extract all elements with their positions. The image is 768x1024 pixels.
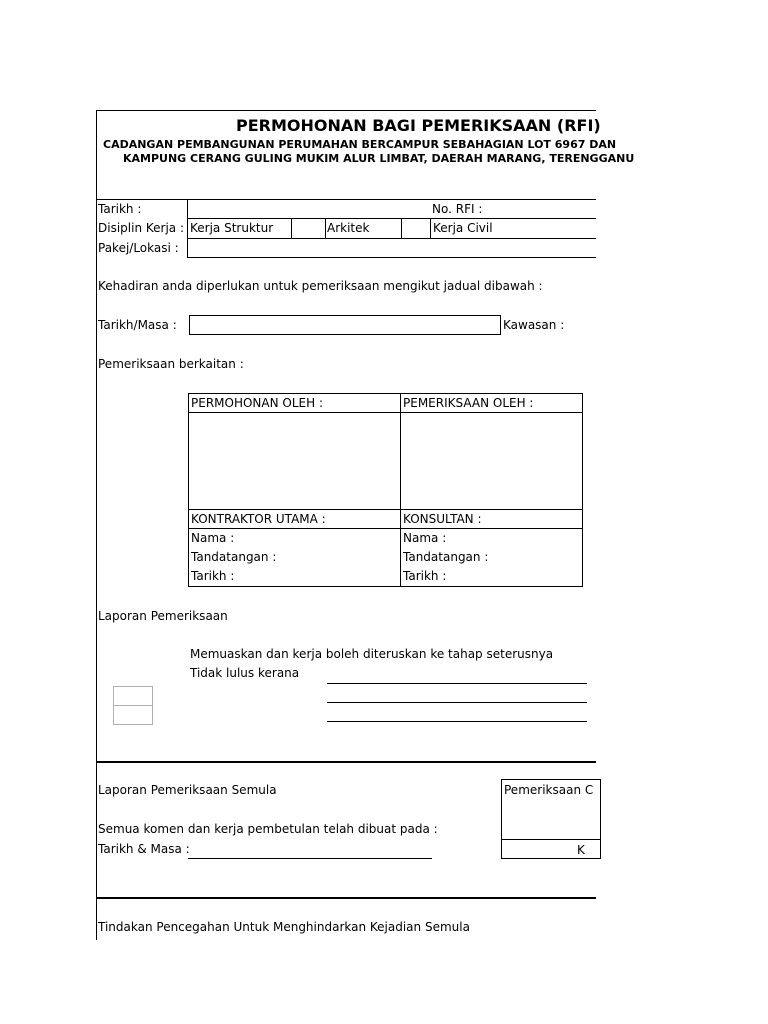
pemeriksaan-oleh-header: PEMERIKSAAN OLEH :: [403, 396, 534, 410]
signature-table-mid-line2: [188, 528, 583, 529]
konsultan-tandatangan-label: Tandatangan :: [403, 550, 489, 564]
berkaitan-label: Pemeriksaan berkaitan :: [98, 357, 244, 371]
permohonan-oleh-field[interactable]: [190, 414, 398, 508]
disiplin-label: Disiplin Kerja :: [98, 221, 184, 235]
pass-checkbox[interactable]: [113, 686, 153, 706]
info-grid-bottom: [187, 257, 596, 258]
tarikh-masa-label: Tarikh/Masa :: [98, 318, 177, 332]
prevention-title: Tindakan Pencegahan Untuk Menghindarkan Kejadian Semula: [98, 920, 470, 934]
report-option-pass: Memuaskan dan kerja boleh diteruskan ke tahap seterusnya: [190, 647, 554, 661]
reinspection-tarikh-masa-line[interactable]: [188, 858, 432, 859]
disiplin-checkbox-arkitek[interactable]: [402, 219, 429, 237]
fail-reason-line1[interactable]: [327, 683, 587, 684]
disiplin-option-arkitek: Arkitek: [327, 221, 370, 235]
tarikh-masa-input[interactable]: [189, 315, 501, 335]
pemeriksaan-oleh-field[interactable]: [402, 414, 582, 508]
konsultan-nama-label: Nama :: [403, 531, 447, 545]
form-subtitle-line2: KAMPUNG CERANG GULING MUKIM ALUR LIMBAT, DAERAH MARANG, TERENGGANU: [123, 152, 635, 165]
info-grid-row1: [187, 218, 596, 219]
disiplin-checkbox-struktur[interactable]: [292, 219, 324, 237]
form-title: PERMOHONAN BAGI PEMERIKSAAN (RFI): [236, 116, 601, 135]
tarikh-field[interactable]: [188, 200, 428, 217]
reinspection-title: Laporan Pemeriksaan Semula: [98, 783, 277, 797]
konsultan-label: KONSULTAN :: [403, 512, 482, 526]
reinspection-statement: Semua komen dan kerja pembetulan telah dibuat pada :: [98, 822, 438, 836]
reinspection-box-divider: [501, 839, 601, 840]
report-option-fail: Tidak lulus kerana: [190, 666, 300, 680]
section-divider-1: [96, 761, 596, 763]
signature-table-divider: [400, 393, 401, 587]
no-rfi-field[interactable]: [490, 200, 580, 217]
pakej-field[interactable]: [188, 239, 578, 256]
tarikh-label: Tarikh :: [98, 202, 142, 216]
info-grid-col-d: [430, 218, 431, 238]
form-top-border: [96, 110, 596, 111]
disiplin-option-struktur: Kerja Struktur: [190, 221, 274, 235]
section-divider-2: [96, 897, 596, 899]
form-subtitle-line1: CADANGAN PEMBANGUNAN PERUMAHAN BERCAMPUR SEBAHAGIAN LOT 6967 DAN: [103, 138, 617, 151]
signature-table-header-line: [188, 412, 583, 413]
fail-reason-line3[interactable]: [327, 721, 587, 722]
signature-table-mid-line1: [188, 509, 583, 510]
reinspection-box-label: Pemeriksaan C: [504, 783, 594, 797]
form-left-border: [96, 110, 97, 940]
kontraktor-utama-label: KONTRAKTOR UTAMA :: [191, 512, 326, 526]
fail-checkbox[interactable]: [113, 705, 153, 725]
reinspection-tarikh-masa-label: Tarikh & Masa :: [98, 842, 190, 856]
pakej-label: Pakej/Lokasi :: [98, 241, 179, 255]
konsultan-tarikh-label: Tarikh :: [403, 569, 447, 583]
kontraktor-nama-label: Nama :: [191, 531, 235, 545]
reinspection-box-bottom-label: K: [577, 843, 585, 857]
fail-reason-line2[interactable]: [327, 702, 587, 703]
no-rfi-label: No. RFI :: [432, 202, 483, 216]
report-title: Laporan Pemeriksaan: [98, 609, 228, 623]
schedule-intro: Kehadiran anda diperlukan untuk pemeriksaan mengikut jadual dibawah :: [98, 279, 543, 293]
kontraktor-tarikh-label: Tarikh :: [191, 569, 235, 583]
kontraktor-tandatangan-label: Tandatangan :: [191, 550, 277, 564]
disiplin-option-civil: Kerja Civil: [433, 221, 493, 235]
info-grid-col-b: [325, 218, 326, 238]
kawasan-label: Kawasan :: [503, 318, 565, 332]
permohonan-oleh-header: PERMOHONAN OLEH :: [191, 396, 323, 410]
